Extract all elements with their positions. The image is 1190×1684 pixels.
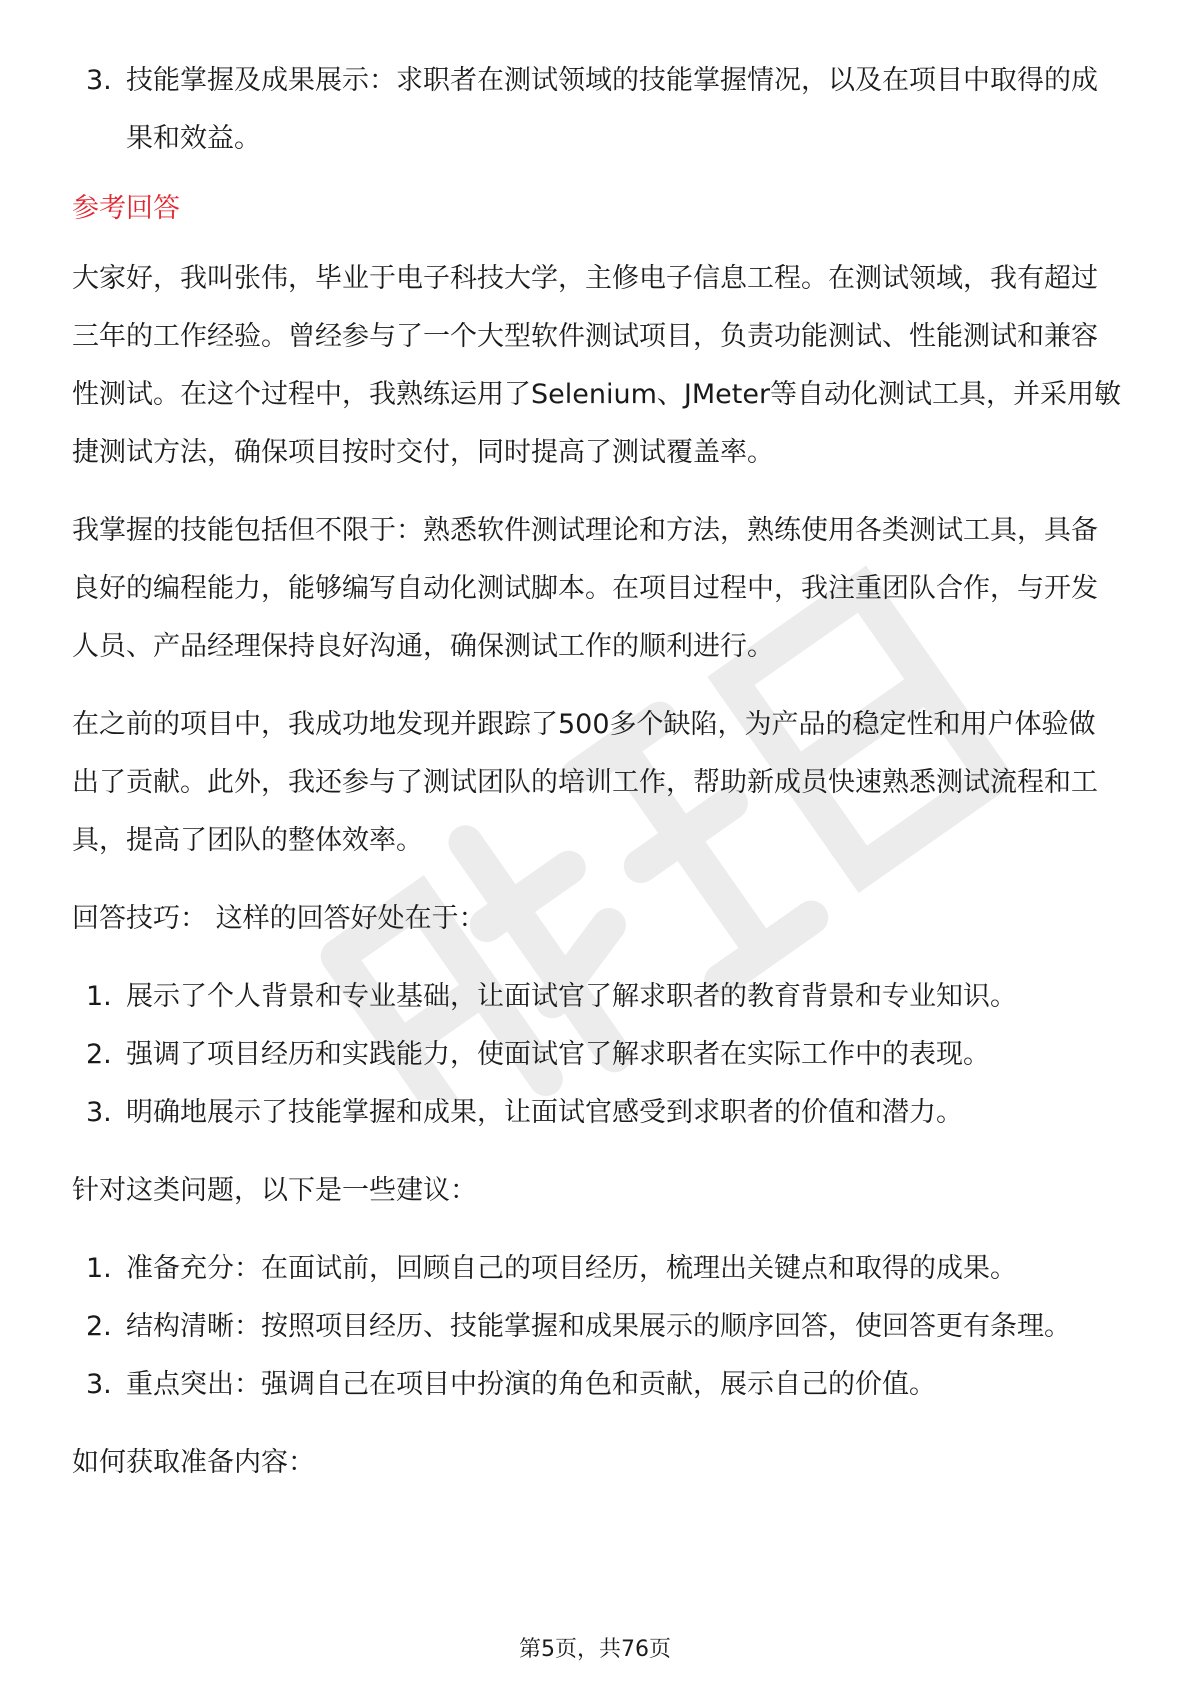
list-item-text: 展示了个人背景和专业基础，让面试官了解求职者的教育背景和专业知识。	[126, 981, 1017, 1012]
list-item-text: 明确地展示了技能掌握和成果，让面试官感受到求职者的价值和潜力。	[126, 1097, 963, 1128]
intro-list	[72, 52, 1122, 168]
answer-paragraph: 在之前的项目中，我成功地发现并跟踪了500多个缺陷，为产品的稳定性和用户体验做出了贡献。此外，我还参与了测试团队的培训工作，帮助新成员快速熟悉测试流程和工具，提高了团队的整体效率。	[72, 709, 1098, 856]
page-number: 第5页，共76页	[519, 1637, 671, 1662]
list-number: 3.	[86, 1369, 112, 1400]
list-number: 3.	[86, 1097, 112, 1128]
list-item	[72, 1298, 1122, 1356]
tips-heading: 回答技巧： 这样的回答好处在于：	[72, 903, 486, 934]
section-title: 参考回答	[72, 193, 180, 224]
list-item-text: 技能掌握及成果展示：求职者在测试领域的技能掌握情况，以及在项目中取得的成果和效益。	[126, 65, 1098, 154]
list-item-text: 重点突出：强调自己在项目中扮演的角色和贡献，展示自己的价值。	[126, 1369, 936, 1400]
list-number: 2.	[86, 1311, 112, 1342]
list-number: 2.	[86, 1039, 112, 1070]
list-number: 1.	[86, 1253, 112, 1284]
advice-heading: 针对这类问题，以下是一些建议：	[72, 1175, 477, 1206]
list-item	[72, 968, 1122, 1026]
tips-list	[72, 968, 1122, 1142]
list-item-text: 结构清晰：按照项目经历、技能掌握和成果展示的顺序回答，使回答更有条理。	[126, 1311, 1071, 1342]
list-number: 1.	[86, 981, 112, 1012]
list-item	[72, 52, 1122, 168]
closing-heading: 如何获取准备内容：	[72, 1447, 315, 1478]
list-item-text: 强调了项目经历和实践能力，使面试官了解求职者在实际工作中的表现。	[126, 1039, 990, 1070]
answer-paragraph: 我掌握的技能包括但不限于：熟悉软件测试理论和方法，熟练使用各类测试工具，具备良好的编程能力，能够编写自动化测试脚本。在项目过程中，我注重团队合作，与开发人员、产品经理保持良好沟通，确保测试工作的顺利进行。	[72, 515, 1098, 662]
list-item-text: 准备充分：在面试前，回顾自己的项目经历，梳理出关键点和取得的成果。	[126, 1253, 1017, 1284]
answer-paragraph: 大家好，我叫张伟，毕业于电子科技大学，主修电子信息工程。在测试领域，我有超过三年的工作经验。曾经参与了一个大型软件测试项目，负责功能测试、性能测试和兼容性测试。在这个过程中，我熟练运用了Selenium、JMeter等自动化测试工具，并采用敏捷测试方法，确保项目按时交付，同时提高了测试覆盖率。	[72, 263, 1122, 468]
page-content	[72, 52, 1122, 1492]
list-number: 3.	[86, 65, 112, 96]
list-item	[72, 1084, 1122, 1142]
list-item	[72, 1240, 1122, 1298]
list-item	[72, 1026, 1122, 1084]
advice-list	[72, 1240, 1122, 1414]
list-item	[72, 1356, 1122, 1414]
